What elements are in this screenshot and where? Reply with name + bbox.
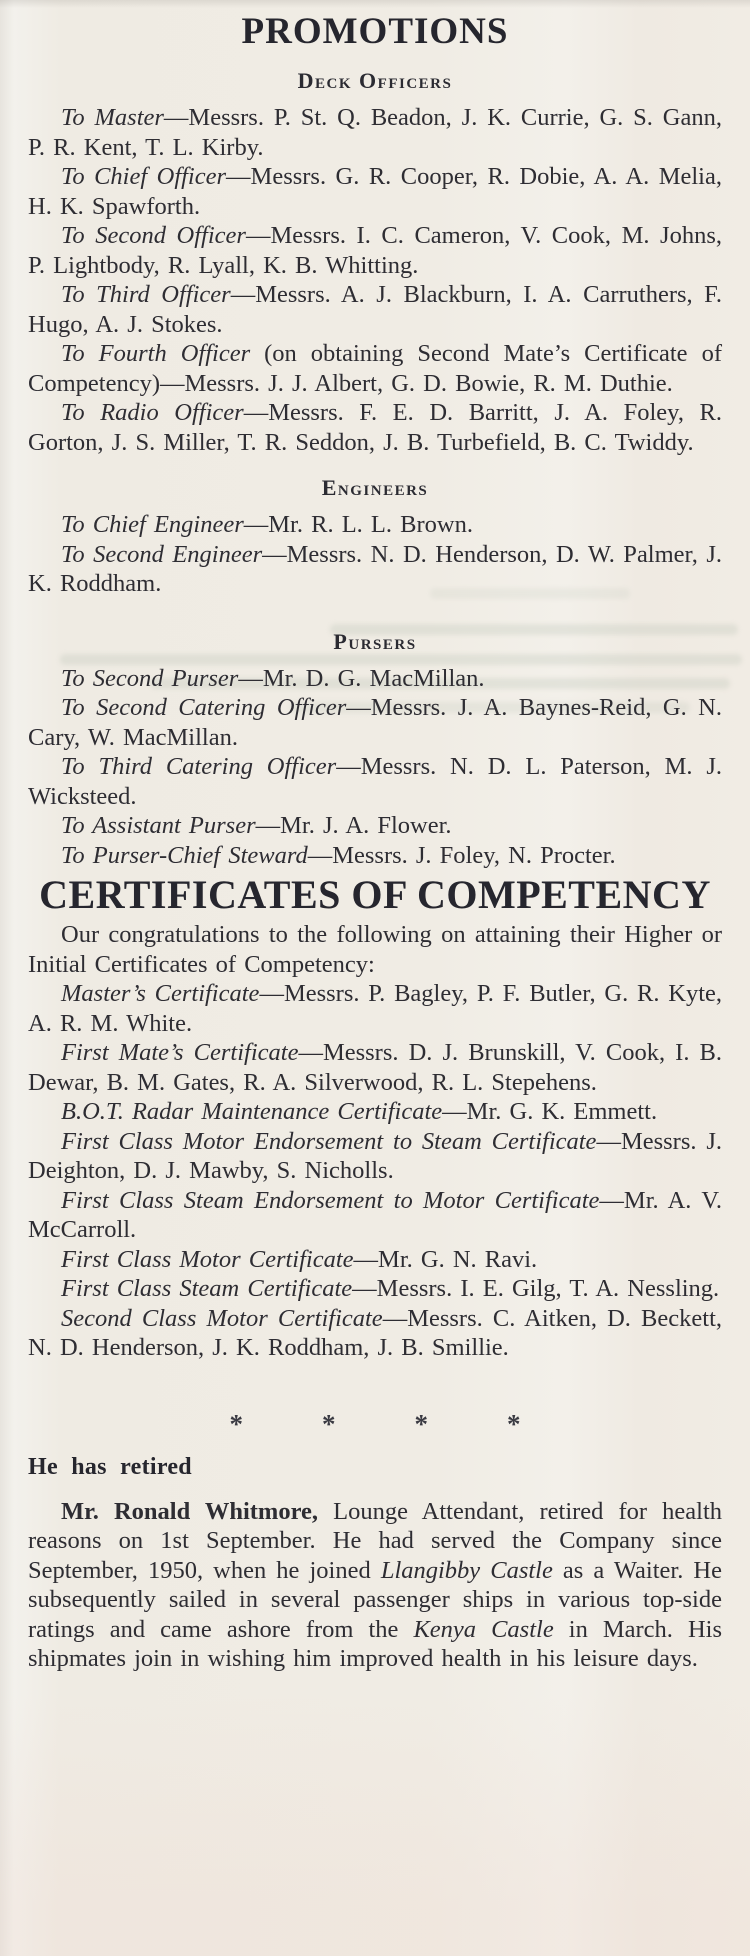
entry-names: —Messrs. J. A. Baynes-Reid, G. N. Cary, W. MacMillan.: [28, 694, 722, 751]
promotions-title: PROMOTIONS: [241, 11, 509, 52]
entry-names: —Messrs. N. D. Henderson, D. W. Palmer, J. K. Roddham.: [28, 540, 722, 597]
certificate-entry: [28, 1186, 722, 1245]
entry-names: —Messrs. P. Bagley, P. F. Butler, G. R. Kyte, A. R. M. White.: [28, 980, 722, 1037]
certificate-entry: [28, 1245, 722, 1275]
asterisk-glyph: *: [414, 1408, 428, 1439]
certificates-intro: Our congratulations to the following on attaining their Higher or Initial Certificates of Competency:: [28, 921, 722, 978]
entry-names: —Messrs. D. J. Brunskill, V. Cook, I. B. Dewar, B. M. Gates, R. A. Silverwood, R. L. Stepehens.: [28, 1039, 722, 1096]
promotion-entry: [28, 841, 722, 871]
promotion-entry: [28, 280, 722, 339]
entry-role: To Fourth Officer: [61, 340, 251, 367]
entry-role: To Radio Officer: [61, 399, 244, 426]
entry-names: —Messrs. G. R. Cooper, R. Dobie, A. A. Melia, H. K. Spawforth.: [28, 163, 722, 220]
entry-role: To Second Engineer: [61, 540, 263, 568]
entry-names: —Mr. G. N. Ravi.: [353, 1245, 538, 1273]
entry-names: —Messrs. I. E. Gilg, T. A. Nessling.: [352, 1275, 720, 1302]
entry-role: To Third Officer: [61, 281, 231, 308]
entry-names: —Messrs. C. Aitken, D. Beckett, N. D. Henderson, J. K. Roddham, J. B. Smillie.: [28, 1304, 722, 1361]
entry-role: Second Class Motor Certificate: [61, 1304, 383, 1332]
retired-section: [28, 1454, 722, 1674]
promotion-entry: [28, 811, 722, 841]
entry-names: —Mr. G. K. Emmett.: [442, 1098, 658, 1125]
certificate-entry: [28, 979, 722, 1038]
retired-segment: Kenya Castle: [413, 1615, 554, 1643]
retired-segment: Llangibby Castle: [380, 1556, 553, 1584]
entry-names: —Mr. D. G. MacMillan.: [238, 664, 485, 692]
promotion-entry: [28, 752, 722, 811]
entry-names: (on obtaining Second Mate’s Certificate of Competency)—Messrs. J. J. Albert, G. D. Bowie, R. M. Duthie.: [28, 340, 722, 397]
entry-names: —Messrs. J. Deighton, D. J. Mawby, S. Nicholls.: [28, 1127, 722, 1184]
group-heading-deck-officers: Deck Officers: [297, 68, 453, 93]
promotion-entry: [28, 221, 722, 280]
entry-role: First Class Steam Certificate: [61, 1275, 353, 1302]
entry-role: To Chief Engineer: [61, 511, 244, 538]
entry-role: First Class Motor Certificate: [61, 1245, 354, 1273]
entry-names: —Messrs. I. C. Cameron, V. Cook, M. Johns, P. Lightbody, R. Lyall, K. B. Whitting.: [28, 222, 722, 279]
entry-role: First Class Motor Endorsement to Steam Certificate: [61, 1127, 597, 1155]
entry-names: —Mr. R. L. L. Brown.: [243, 511, 473, 538]
promotion-entry: [28, 693, 722, 752]
entry-role: To Second Catering Officer: [61, 694, 347, 721]
retired-segment: Lounge Attendant, retired for health reasons on 1st September. He had served the Company since September, 1950, when he joined: [28, 1497, 722, 1584]
certificate-entry: [28, 1038, 722, 1097]
asterisk-glyph: *: [229, 1408, 243, 1439]
promotion-entry: [28, 162, 722, 221]
entry-names: —Messrs. A. J. Blackburn, I. A. Carruthers, F. Hugo, A. J. Stokes.: [28, 281, 722, 338]
retired-segment: in March. His shipmates join in wishing him improved health in his leisure days.: [28, 1615, 722, 1672]
entry-names: —Messrs. F. E. D. Barritt, J. A. Foley, R. Gorton, J. S. Miller, T. R. Seddon, J. B. Turbefield, B. C. Twiddy.: [28, 399, 722, 456]
retired-paragraph: [28, 1497, 722, 1674]
retired-segment: as a Waiter. He subsequently sailed in several passenger ships in various top-side ratings and came ashore from the: [28, 1556, 722, 1643]
entry-role: To Second Officer: [61, 222, 246, 249]
entry-role: To Third Catering Officer: [61, 753, 337, 780]
certificate-entry: [28, 1304, 722, 1363]
entry-role: Master’s Certificate: [61, 980, 260, 1007]
retired-heading: He has retired: [28, 1453, 192, 1480]
certificate-entry: [28, 1274, 722, 1304]
entry-role: First Mate’s Certificate: [61, 1039, 299, 1066]
promotion-entry: [28, 540, 722, 599]
certificates-entries: [28, 979, 722, 1363]
entry-role: B.O.T. Radar Maintenance Certificate: [61, 1098, 443, 1125]
retired-segment: Mr. Ronald Whitmore,: [61, 1497, 319, 1525]
asterisk-glyph: *: [322, 1408, 336, 1439]
group-heading-engineers: Engineers: [321, 475, 429, 500]
promotion-entry: [28, 103, 722, 162]
separator-asterisks: [28, 1409, 722, 1440]
entry-names: —Messrs. N. D. L. Paterson, M. J. Wicksteed.: [28, 753, 722, 810]
promotion-entry: [28, 339, 722, 398]
promotion-group: [28, 629, 722, 871]
entry-role: First Class Steam Endorsement to Motor Certificate: [61, 1186, 600, 1214]
entry-role: To Chief Officer: [61, 163, 227, 190]
entry-names: —Mr. A. V. McCarroll.: [28, 1186, 722, 1243]
entry-names: —Mr. J. A. Flower.: [255, 812, 452, 839]
entry-names: —Messrs. J. Foley, N. Procter.: [307, 841, 616, 869]
group-heading-pursers: Pursers: [333, 628, 417, 654]
certificate-entry: [28, 1127, 722, 1186]
promotions-section: [28, 68, 722, 870]
promotion-group: [28, 68, 722, 457]
certificates-title: CERTIFICATES OF COMPETENCY: [39, 872, 711, 917]
entry-role: To Second Purser: [61, 664, 239, 692]
entry-role: To Master: [61, 104, 164, 131]
entry-names: —Messrs. P. St. Q. Beadon, J. K. Currie, G. S. Gann, P. R. Kent, T. L. Kirby.: [28, 104, 722, 161]
promotions-groups: [28, 68, 722, 870]
entry-role: To Assistant Purser: [61, 812, 256, 839]
asterisk-glyph: *: [507, 1408, 521, 1439]
certificate-entry: [28, 1097, 722, 1127]
promotion-group: [28, 475, 722, 599]
certificates-section: [28, 920, 722, 1363]
promotion-entry: [28, 398, 722, 457]
entry-role: To Purser-Chief Steward: [61, 841, 308, 869]
promotion-entry: [28, 664, 722, 694]
promotion-entry: [28, 510, 722, 540]
